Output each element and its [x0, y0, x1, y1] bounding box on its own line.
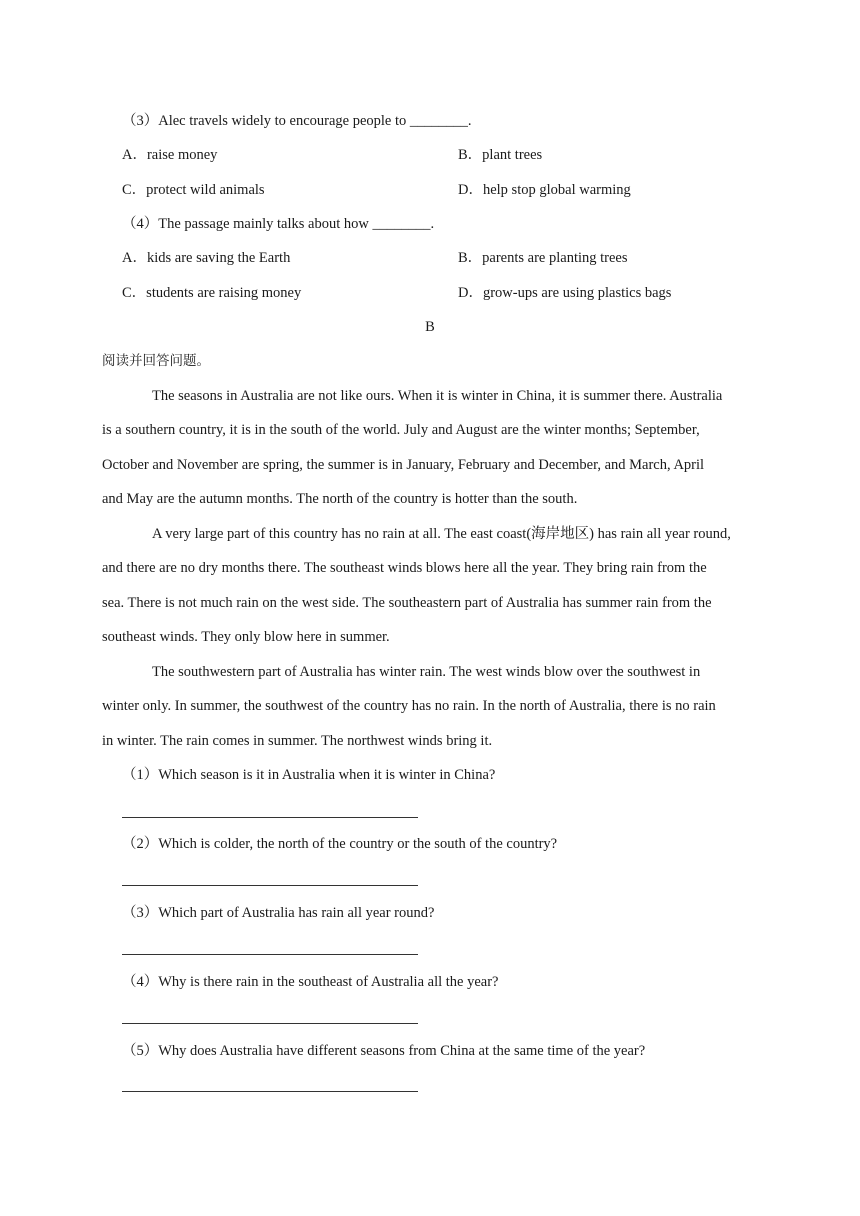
paragraph-1-line-3: October and November are spring, the summer is in January, February and December, and March, April: [102, 457, 705, 473]
question-3-option-a: A．raise money: [122, 147, 218, 163]
question-3-stem: （3）Alec travels widely to encourage people to ________.: [122, 113, 472, 129]
question-4-option-c: C．students are raising money: [122, 285, 302, 301]
answer-blank-4[interactable]: [122, 1023, 418, 1024]
section-title: B: [425, 319, 435, 335]
b-question-4: （4）Why is there rain in the southeast of Australia all the year?: [122, 974, 499, 990]
section-instruction: 阅读并回答问题。: [102, 353, 210, 369]
question-3-option-b: B．plant trees: [458, 147, 543, 163]
answer-blank-2[interactable]: [122, 885, 418, 886]
paragraph-2-line-2: and there are no dry months there. The southeast winds blows here all the year. They bring rain from the: [102, 560, 707, 576]
question-4-option-b: B．parents are planting trees: [458, 250, 628, 266]
question-4-option-a: A．kids are saving the Earth: [122, 250, 291, 266]
question-4-stem: （4）The passage mainly talks about how ________.: [122, 216, 435, 232]
paragraph-1-line-2: is a southern country, it is in the south of the world. July and August are the winter months; September,: [102, 422, 700, 438]
b-question-2: （2）Which is colder, the north of the country or the south of the country?: [122, 836, 558, 852]
paragraph-1-line-1: The seasons in Australia are not like ours. When it is winter in China, it is summer there. Australia: [152, 388, 723, 404]
question-3-option-c: C．protect wild animals: [122, 182, 265, 198]
answer-blank-1[interactable]: [122, 817, 418, 818]
b-question-1: （1）Which season is it in Australia when it is winter in China?: [122, 767, 496, 783]
paragraph-2-line-3: sea. There is not much rain on the west side. The southeastern part of Australia has summer rain from the: [102, 595, 712, 611]
b-question-3: （3）Which part of Australia has rain all year round?: [122, 905, 435, 921]
answer-blank-3[interactable]: [122, 954, 418, 955]
b-question-5: （5）Why does Australia have different seasons from China at the same time of the year?: [122, 1043, 646, 1059]
paragraph-2-line-4: southeast winds. They only blow here in summer.: [102, 629, 390, 645]
paragraph-1-line-4: and May are the autumn months. The north of the country is hotter than the south.: [102, 491, 578, 507]
question-4-option-d: D．grow-ups are using plastics bags: [458, 285, 672, 301]
paragraph-3-line-1: The southwestern part of Australia has winter rain. The west winds blow over the southwest in: [152, 664, 701, 680]
paragraph-3-line-2: winter only. In summer, the southwest of the country has no rain. In the north of Australia, there is no rain: [102, 698, 716, 714]
question-3-option-d: D．help stop global warming: [458, 182, 631, 198]
paragraph-3-line-3: in winter. The rain comes in summer. The northwest winds bring it.: [102, 733, 493, 749]
paragraph-2-line-1: A very large part of this country has no rain at all. The east coast(海岸地区) has rain all year round,: [152, 526, 731, 542]
answer-blank-5[interactable]: [122, 1091, 418, 1092]
